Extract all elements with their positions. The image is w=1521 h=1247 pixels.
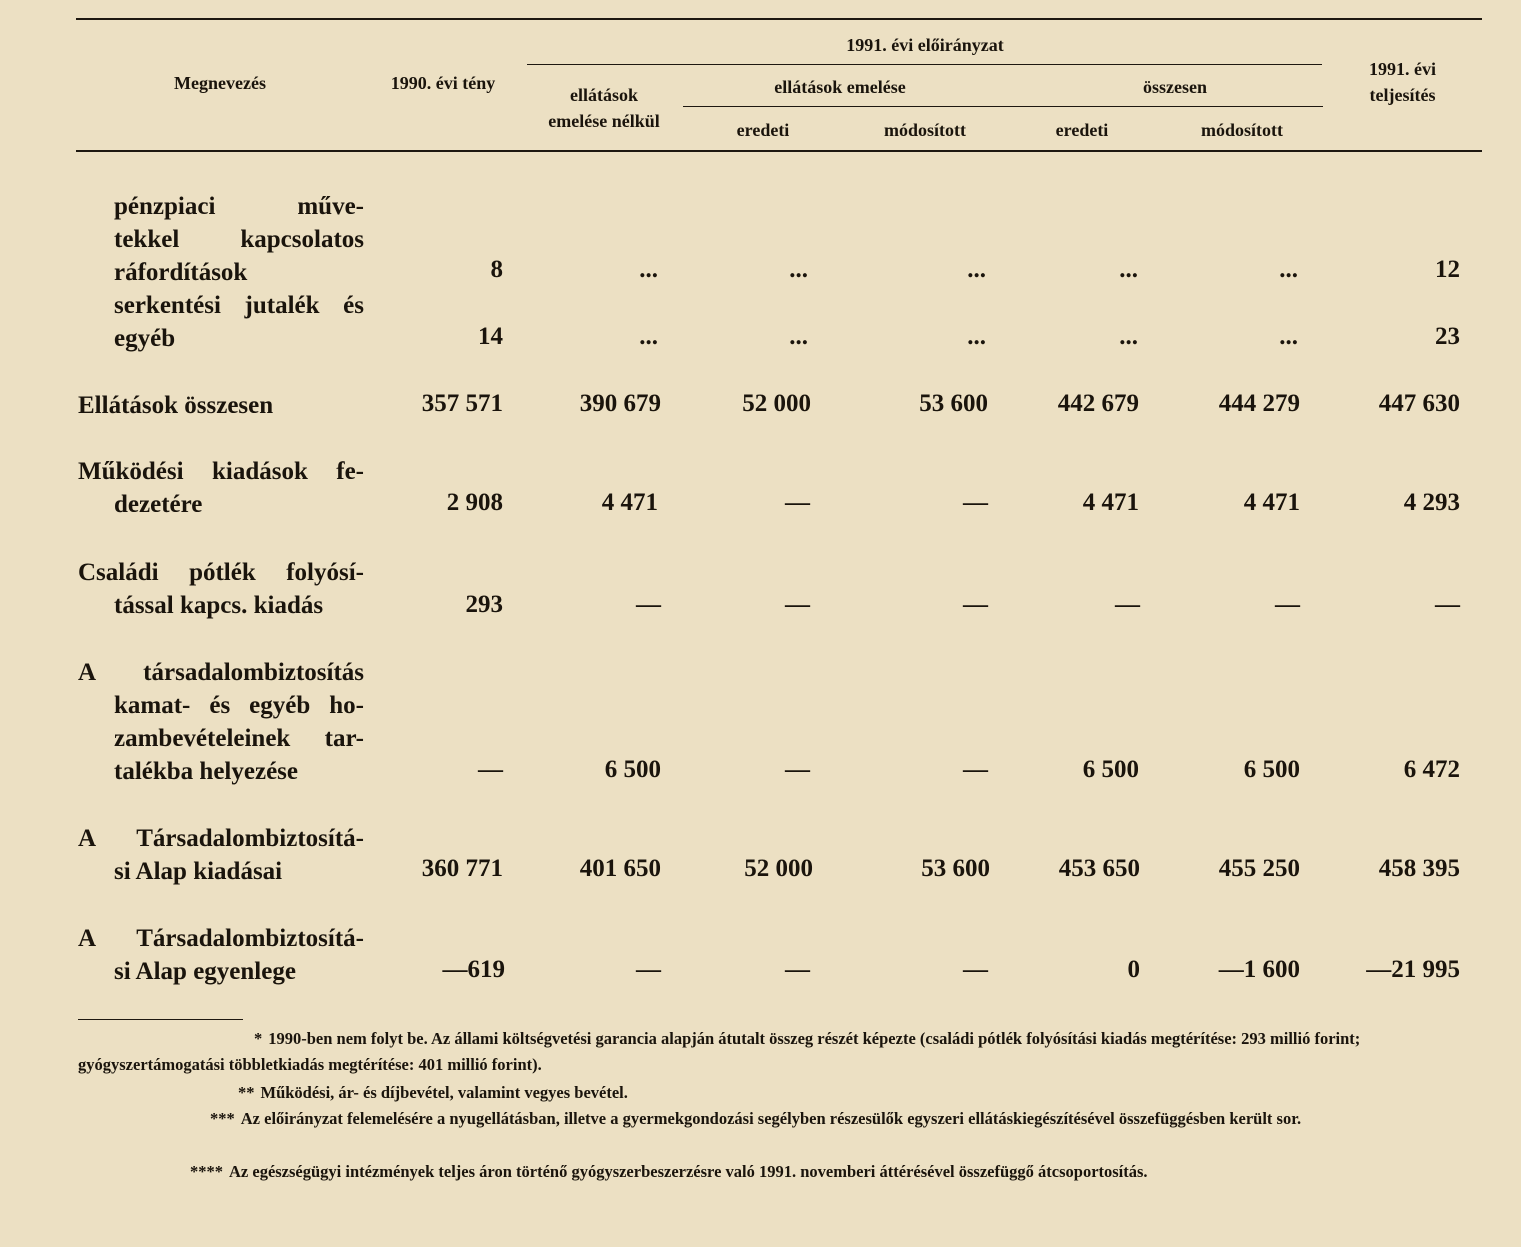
header-performance-line-2: teljesítés	[1369, 85, 1436, 105]
label-line: A Társadalombiztosítá-	[78, 825, 364, 852]
footnote-1	[78, 1026, 1488, 1078]
cell-inc-modified: —	[963, 956, 988, 983]
header-total-original: eredeti	[1055, 120, 1109, 140]
cell-total-original: 453 650	[1058, 855, 1140, 882]
label-line: zambevételeinek tar-	[114, 725, 364, 752]
cell-inc-modified: —	[963, 756, 988, 783]
label-line: dezetére	[114, 491, 203, 518]
cell-total-modified: 6 500	[1243, 756, 1300, 783]
cell-total-modified: ...	[1279, 256, 1298, 283]
cell-performance: —	[1435, 591, 1460, 618]
cell-inc-modified: —	[963, 489, 988, 516]
footnote-separator	[78, 1019, 243, 1020]
cell-total-original: 0	[1127, 956, 1140, 983]
header-megnevezes: Megnevezés	[174, 73, 266, 93]
cell-total-modified: ...	[1279, 323, 1298, 350]
row-label-penzpiaci	[114, 190, 364, 289]
label-line: egyéb	[114, 325, 176, 352]
row-label-alap-kiadasai	[78, 822, 364, 888]
header-increase-modified: módosított	[884, 120, 966, 140]
cell-1990: 293	[465, 591, 503, 618]
cell-total-original: ...	[1119, 323, 1138, 350]
footnote-text: Az előirányzat felemelésére a nyugellátásban, illetve a gyermekgondozási segélyben részesülők egyszeri ellátáskiegészítésével összefüggésben került sor.	[240, 1109, 1302, 1128]
cell-inc-original: —	[785, 591, 810, 618]
label-line: Családi pótlék folyósí-	[78, 559, 364, 586]
cell-total-modified: —1 600	[1218, 956, 1300, 983]
cell-1990: —619	[442, 956, 505, 983]
cell-without: —	[636, 591, 661, 618]
cell-without: ...	[639, 256, 658, 283]
cell-total-modified: 4 471	[1243, 489, 1300, 516]
cell-total-original: 442 679	[1057, 390, 1139, 417]
cell-total-modified: 444 279	[1218, 390, 1300, 417]
cell-1990: 360 771	[421, 855, 503, 882]
cell-total-modified: 455 250	[1218, 855, 1300, 882]
cell-inc-modified: 53 600	[921, 855, 990, 882]
group-1991-underline	[527, 64, 1322, 65]
subgroup-underline	[683, 106, 1323, 107]
cell-total-original: —	[1115, 591, 1140, 618]
cell-without: 4 471	[601, 489, 658, 516]
cell-1990: 2 908	[446, 489, 503, 516]
cell-inc-modified: ...	[967, 323, 986, 350]
label-line: ráfordítások	[114, 259, 248, 286]
cell-inc-modified: ...	[967, 256, 986, 283]
label-line: pénzpiaci műve-	[114, 193, 364, 220]
label-line: Működési kiadások fe-	[78, 458, 364, 485]
label-line: si Alap egyenlege	[114, 958, 296, 985]
cell-performance: 447 630	[1378, 390, 1460, 417]
header-without-line-1: ellátások	[569, 85, 638, 105]
label-line: serkentési jutalék és	[114, 292, 364, 319]
cell-inc-original: —	[785, 956, 810, 983]
row-label-alap-egyenlege	[78, 922, 364, 988]
row-label-csaladi	[78, 556, 364, 622]
footnote-text: 1990-ben nem folyt be. Az állami költségvetési garancia alapján átutalt összeg részét képezte (családi pótlék folyósítási kiadás megtérítése: 293 millió forint; gyógyszertámogatási többletkiadás megtérítése: 401 millió forint).	[78, 1029, 1361, 1074]
cell-performance: —21 995	[1366, 956, 1460, 983]
footnote-mark: ****	[190, 1162, 223, 1181]
footnote-mark: *	[254, 1029, 263, 1048]
header-total-modified: módosított	[1201, 120, 1283, 140]
label-line: si Alap kiadásai	[114, 858, 283, 885]
footnote-2	[78, 1080, 1488, 1106]
header-1991-group: 1991. évi előirányzat	[846, 35, 1004, 55]
header-without-line-2: emelése nélkül	[548, 111, 660, 131]
cell-total-original: ...	[1119, 256, 1138, 283]
cell-inc-original: —	[785, 756, 810, 783]
row-label-tarsadalombiztositas	[78, 656, 364, 788]
footnote-text: Működési, ár- és díjbevétel, valamint vegyes bevétel.	[260, 1083, 628, 1102]
cell-1990: 14	[478, 323, 503, 350]
cell-total-original: 4 471	[1082, 489, 1139, 516]
footnote-3	[78, 1106, 1488, 1132]
label-line: talékba helyezése	[114, 758, 298, 785]
cell-inc-original: 52 000	[744, 855, 813, 882]
cell-1990: —	[478, 756, 503, 783]
header-total-group: összesen	[1143, 77, 1207, 97]
label-line: tással kapcs. kiadás	[114, 592, 324, 619]
cell-performance: 12	[1435, 256, 1460, 283]
label-line: Ellátások összesen	[78, 392, 274, 419]
header-bottom-rule	[76, 150, 1482, 152]
cell-without: ...	[639, 323, 658, 350]
footnote-mark: **	[238, 1083, 255, 1102]
label-line: A Társadalombiztosítá-	[78, 925, 364, 952]
row-label-mukodesi	[78, 455, 364, 521]
header-without-increase	[525, 82, 683, 134]
label-line: kamat- és egyéb ho-	[114, 692, 364, 719]
header-performance	[1335, 56, 1470, 108]
label-line: A társadalombiztosítás	[78, 659, 364, 686]
header-increase-group: ellátások emelése	[774, 77, 906, 97]
cell-without: 6 500	[604, 756, 661, 783]
cell-inc-original: ...	[789, 256, 808, 283]
footnote-text: Az egészségügyi intézmények teljes áron történő gyógyszerbeszerzésre való 1991. novemberi áttérésével összefüggő átcsoportosítás.	[229, 1162, 1148, 1181]
footnote-mark: ***	[210, 1109, 235, 1128]
cell-performance: 6 472	[1403, 756, 1460, 783]
cell-inc-original: 52 000	[742, 390, 811, 417]
cell-without: —	[636, 956, 661, 983]
label-line: tekkel kapcsolatos	[114, 226, 364, 253]
top-rule	[76, 18, 1482, 20]
cell-total-modified: —	[1275, 591, 1300, 618]
cell-performance: 458 395	[1378, 855, 1460, 882]
cell-performance: 4 293	[1403, 489, 1460, 516]
row-label-ellatasok-osszesen	[78, 389, 364, 422]
header-1990: 1990. évi tény	[390, 73, 496, 93]
cell-inc-modified: —	[963, 591, 988, 618]
cell-1990: 357 571	[421, 390, 503, 417]
cell-inc-original: ...	[789, 323, 808, 350]
cell-without: 390 679	[579, 390, 661, 417]
cell-1990: 8	[490, 256, 503, 283]
header-increase-original: eredeti	[736, 120, 790, 140]
cell-inc-modified: 53 600	[919, 390, 988, 417]
cell-performance: 23	[1435, 323, 1460, 350]
footnote-4	[78, 1159, 1488, 1185]
cell-without: 401 650	[579, 855, 661, 882]
row-label-serkentesi	[114, 289, 364, 355]
cell-total-original: 6 500	[1082, 756, 1139, 783]
cell-inc-original: —	[785, 489, 810, 516]
header-performance-line-1: 1991. évi	[1369, 59, 1436, 79]
